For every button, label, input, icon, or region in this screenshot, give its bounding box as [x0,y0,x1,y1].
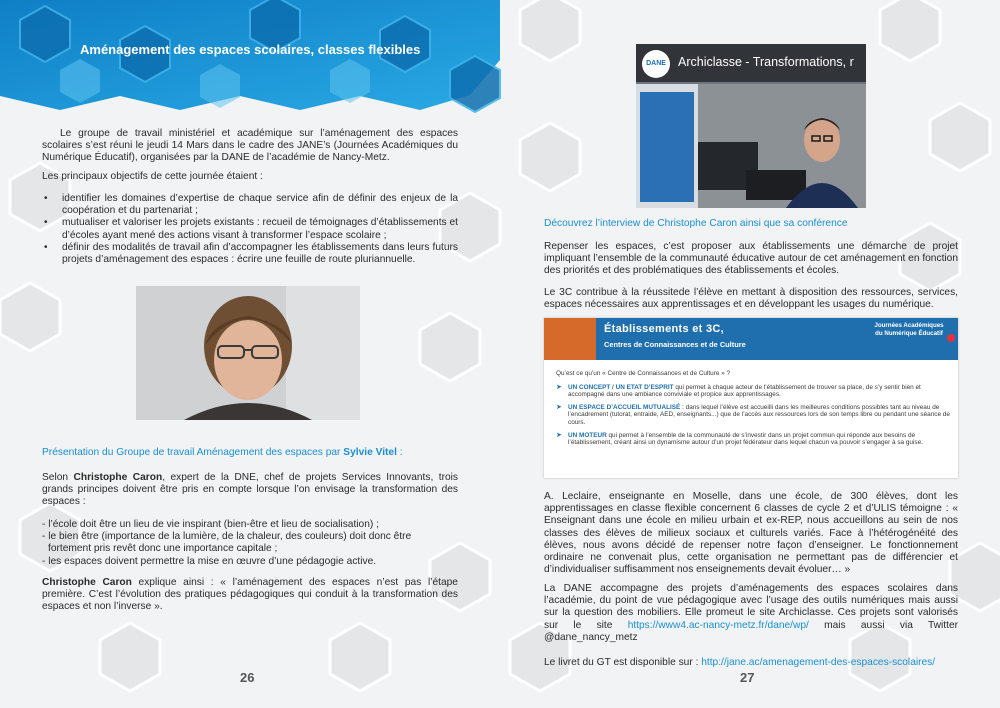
card-body [556,370,952,452]
page-number: 27 [740,670,755,685]
list-item: • définir des modalités de travail afin d’accompagner les établissements dans leurs futurs projets d’aménagement des espaces : écrire une feuille de route pluriannuelle. [42,242,458,266]
paragraph-repenser: Repenser les espaces, c’est proposer aux établissements une démarche de projet impliquant l’ensemble de la communauté éducative autour de cet aménagement en fonction des priorités et des problématiques des établissements et écoles. [544,241,958,277]
card-header-image [544,318,596,360]
card-header [544,318,958,360]
page-number: 26 [240,670,255,685]
list-item: - les espaces doivent permettre la mise en œuvre d’une pédagogie active. [42,555,377,567]
presenter-name: Sylvie Vitel [343,447,397,458]
jane-label: Journées Académiques du Numérique Éducatif [874,322,944,337]
testimony-paragraph: A. Leclaire, enseignante en Moselle, dans une école, de 300 élèves, dont les apprentissages en classe flexible concernent 6 classes de cycle 2 et d’ULIS témoigne : « Enseignant dans une école en milieu urbain et ex-REP, nous accueillons au sein de nos classes des élèves de milieux sociaux et culturels variés. Face à l’hétérogénéité des élèves, nous avons décidé de repenser notre façon d’enseigner. Le fonctionnement ordinaire ne convenait plus, cette organisation ne permettant pas de différencier et d’individualiser suffisamment nos enseignements devait évoluer… » [544,491,958,576]
quote-paragraph: Christophe Caron explique ainsi : « l’aménagement des espaces n’est pas l’étape première. C’est l’évolution des pratiques pédagogiques qui conduit à la transformation des espaces et non l’inverse ». [42,577,458,613]
selon-paragraph: Selon Christophe Caron, expert de la DNE, chef de projets Services Innovants, trois grands principes doivent être pris en compte lorsque l’on envisage la transformation des espaces : [42,472,458,508]
3c-info-card [544,318,958,478]
red-dot-icon [947,334,955,342]
livret-line: Le livret du GT est disponible sur : http://jane.ac/amenagement-des-espaces-scolaires/ [544,657,936,668]
speaker-photo [136,286,360,420]
card-question: Qu’est ce qu’un « Centre de Connaissances et de Culture » ? [556,370,731,377]
video-title-bar [636,44,866,82]
portrait-image [136,286,360,420]
presentation-caption: Présentation du Groupe de travail Aménagement des espaces par Sylvie Vitel : [42,447,403,458]
list-item: • mutualiser et valoriser les projets existants : recueil de témoignages d’établissements et d’écoles ayant mené des actions visant à transformer l’espace scolaire ; [42,217,458,241]
dane-paragraph: La DANE accompagne des projets d’aménagements des espaces scolaires dans l’académie, du point de vue pédagogique avec l’usage des outils numériques mais aussi sur la question des mobiliers. Elle promeut le site Archiclasse. Ces projets sont valorisés sur le site https://www4.ac-nancy-metz.fr/dane/wp/ mais aussi via Twitter @dane_nancy_metz [544,583,958,643]
dane-site-link[interactable]: https://www4.ac-nancy-metz.fr/dane/wp/ [627,619,809,631]
video-title: Archiclasse - Transformations, r [678,55,854,69]
arrow-icon: ➤ [556,431,562,439]
list-item: • identifier les domaines d’expertise de chaque service afin de définir des enjeux de la coopération et du partenariat ; [42,193,458,217]
arrow-icon: ➤ [556,383,562,391]
page-title: Aménagement des espaces scolaires, classes flexibles [80,42,421,57]
card-subtitle: Centres de Connaissances et de Culture [604,340,746,349]
intro-paragraph: Le groupe de travail ministériel et académique sur l’aménagement des espaces scolaires s’est réuni le jeudi 14 Mars dans le cadre des JANE’s (Journées Académiques du Numérique Éducatif), organisées par la DANE de l’académie de Nancy-Metz. [42,128,458,164]
right-page [500,0,1000,708]
list-item: - le bien être (importance de la lumière, de la chaleur, des couleurs) doit donc être [42,531,412,543]
card-item: ➤ UN ESPACE D’ACCUEIL MUTUALISÉ : dans lequel l’élève est accueilli dans les meilleures conditions possibles tant au niveau de l’encadrement (tutorat, entraide, AED, enseignants...) que de l’accès aux ressources lors de son temps libre ou pendant une séance de cours. [556,403,950,426]
list-item: fortement pris revêt donc une importance capitale ; [48,543,278,555]
paragraph-3c: Le 3C contribue à la réussitede l’élève en mettant à disposition des ressources, services, espaces nécessaires aux apprentissages et en développant les usages du numérique. [544,287,958,311]
arrow-icon: ➤ [556,403,562,411]
card-item: ➤ UN CONCEPT / UN ETAT D’ESPRIT qui permet à chaque acteur de l’établissement de trouver sa place, de s’y sentir bien et accompagné dans une ambiance conviviale et propice aux apprentissages. [556,383,921,399]
video-player[interactable] [636,44,866,208]
principles-list [42,519,458,568]
card-item: ➤ UN MOTEUR qui permet à l’ensemble de la communauté de s’investir dans un projet commun qui réponde aux besoins de l’établissement, créant ainsi un dynamisme autour d’un projet fédérateur dans lequel chacun va pouvoir s’engager à sa guise. [556,431,923,447]
interview-link[interactable]: Découvrez l’interview de Christophe Caron ainsi que sa conférence [544,218,848,229]
dane-logo: DANE [642,50,670,78]
livret-link[interactable]: http://jane.ac/amenagement-des-espaces-scolaires/ [701,657,936,668]
objectives-list [42,193,458,266]
list-item: - l’école doit être un lieu de vie inspirant (bien-être et lieu de socialisation) ; [42,519,379,530]
objectives-intro: Les principaux objectifs de cette journée étaient : [42,171,263,182]
card-title: Établissements et 3C, [604,323,725,335]
